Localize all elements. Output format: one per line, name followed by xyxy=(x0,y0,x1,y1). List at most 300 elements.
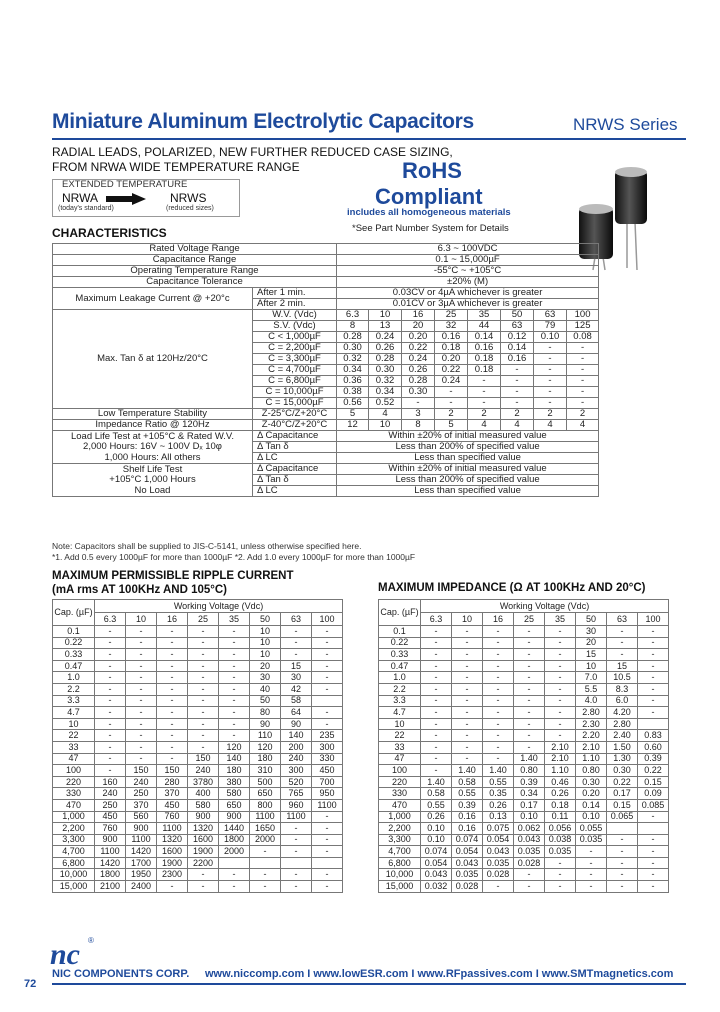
tan-cell: 0.14 xyxy=(501,343,534,354)
table-row xyxy=(53,846,343,858)
ripple-cell: 1320 xyxy=(157,834,188,846)
impedance-cell: - xyxy=(607,869,638,881)
shelf-life-parameter: Δ Tan δ xyxy=(253,475,337,486)
ratio-cell: 2 xyxy=(534,409,567,420)
series-name: NRWS Series xyxy=(573,115,678,134)
impedance-cell xyxy=(638,718,669,730)
cap-value: 0.22 xyxy=(379,637,421,649)
ripple-cell: - xyxy=(126,637,157,649)
impedance-ratio-label: Z-40°C/Z+20°C xyxy=(253,420,337,431)
tan-cap-label: C < 1,000µF xyxy=(253,332,337,343)
table-row xyxy=(53,255,599,266)
cap-value: 15,000 xyxy=(53,881,95,893)
ripple-cell: 2200 xyxy=(188,857,219,869)
impedance-cell: 2.30 xyxy=(576,718,607,730)
tan-cell: - xyxy=(567,365,599,376)
sv-cell: 63 xyxy=(501,321,534,332)
impedance-cell: - xyxy=(483,683,514,695)
ripple-cell: - xyxy=(281,823,312,835)
cap-header: Cap. (µF) xyxy=(53,600,95,626)
impedance-cell: 0.20 xyxy=(576,788,607,800)
cap-value: 470 xyxy=(379,799,421,811)
impedance-cell: - xyxy=(638,881,669,893)
impedance-cell: - xyxy=(483,626,514,638)
ripple-cell: 960 xyxy=(281,799,312,811)
ripple-cell: 120 xyxy=(250,741,281,753)
ripple-cell: 700 xyxy=(312,776,343,788)
sv-cell: 44 xyxy=(468,321,501,332)
impedance-cell: 0.028 xyxy=(452,881,483,893)
impedance-cell: 0.18 xyxy=(545,799,576,811)
cap-value: 3,300 xyxy=(379,834,421,846)
impedance-cell: - xyxy=(545,730,576,742)
table-row xyxy=(53,637,343,649)
impedance-cell: 1.10 xyxy=(545,765,576,777)
ripple-cell: - xyxy=(188,741,219,753)
impedance-cell: 0.15 xyxy=(607,799,638,811)
cap-value: 100 xyxy=(53,765,95,777)
ripple-cell: - xyxy=(312,834,343,846)
ratio-cell: 5 xyxy=(435,420,468,431)
cap-value: 2.2 xyxy=(379,683,421,695)
impedance-cell: 0.10 xyxy=(421,823,452,835)
impedance-cell: - xyxy=(514,637,545,649)
table-row xyxy=(379,660,669,672)
table-row xyxy=(53,799,343,811)
impedance-cell: - xyxy=(514,683,545,695)
table-row xyxy=(53,442,599,453)
impedance-heading: MAXIMUM IMPEDANCE (Ω AT 100KHz AND 20°C) xyxy=(378,582,646,594)
ripple-cell: - xyxy=(126,660,157,672)
impedance-cell: 0.075 xyxy=(483,823,514,835)
ripple-cell: 20 xyxy=(250,660,281,672)
tan-cell: 0.18 xyxy=(468,354,501,365)
ripple-cell: - xyxy=(219,718,250,730)
tan-cap-label: C = 10,000µF xyxy=(253,387,337,398)
load-life-criterion: Less than specified value xyxy=(337,453,599,464)
table-row xyxy=(53,600,343,613)
ripple-cell: 180 xyxy=(250,753,281,765)
cap-value: 0.1 xyxy=(53,626,95,638)
ripple-cell: 650 xyxy=(250,788,281,800)
tan-cell: 0.08 xyxy=(567,332,599,343)
rohs-homogeneous-note: includes all homogeneous materials xyxy=(347,207,511,218)
leakage-value: 0.03CV or 4µA whichever is greater xyxy=(337,288,599,299)
impedance-cell: - xyxy=(421,718,452,730)
ripple-cell: 1800 xyxy=(219,834,250,846)
table-row xyxy=(379,846,669,858)
ratio-cell: 10 xyxy=(369,420,402,431)
voltage-header: 50 xyxy=(250,613,281,626)
ripple-cell: - xyxy=(312,660,343,672)
ripple-cell: 450 xyxy=(312,765,343,777)
ripple-cell: 560 xyxy=(126,811,157,823)
tan-cell: - xyxy=(501,376,534,387)
ripple-cell: 15 xyxy=(281,660,312,672)
ripple-cell: 1100 xyxy=(126,834,157,846)
ripple-cell: 380 xyxy=(219,776,250,788)
impedance-cell: - xyxy=(514,707,545,719)
cap-value: 3.3 xyxy=(379,695,421,707)
ripple-cell: - xyxy=(157,649,188,661)
ripple-cell: - xyxy=(219,660,250,672)
impedance-cell: 0.065 xyxy=(607,811,638,823)
ripple-cell: - xyxy=(188,626,219,638)
shelf-life-condition: Shelf Life Test xyxy=(53,464,253,475)
tan-cell: - xyxy=(534,376,567,387)
impedance-cell: - xyxy=(607,626,638,638)
impedance-cell: 0.34 xyxy=(514,788,545,800)
ripple-cell: - xyxy=(157,637,188,649)
cap-value: 220 xyxy=(379,776,421,788)
ripple-cell: - xyxy=(312,672,343,684)
impedance-cell: - xyxy=(638,857,669,869)
impedance-cell: 2.80 xyxy=(607,718,638,730)
ripple-cell: - xyxy=(188,881,219,893)
tan-cell: 0.36 xyxy=(337,376,369,387)
cap-value: 330 xyxy=(379,788,421,800)
cap-value: 10 xyxy=(53,718,95,730)
ripple-cell: 650 xyxy=(219,799,250,811)
impedance-cell: - xyxy=(452,695,483,707)
impedance-cell: 0.80 xyxy=(576,765,607,777)
impedance-cell: - xyxy=(638,846,669,858)
impedance-cell: 0.10 xyxy=(421,834,452,846)
impedance-cell: 0.10 xyxy=(576,811,607,823)
shelf-life-criterion: Less than 200% of specified value xyxy=(337,475,599,486)
right-arrow-icon xyxy=(106,193,146,205)
table-row xyxy=(379,613,669,626)
table-row xyxy=(379,741,669,753)
table-row xyxy=(53,788,343,800)
impedance-cell: 0.35 xyxy=(483,788,514,800)
table-row xyxy=(53,811,343,823)
cap-value: 2.2 xyxy=(53,683,95,695)
impedance-cell: - xyxy=(421,672,452,684)
impedance-cell: 0.22 xyxy=(638,765,669,777)
impedance-cell: - xyxy=(514,881,545,893)
tan-cell: 0.22 xyxy=(402,343,435,354)
impedance-cell: 0.074 xyxy=(452,834,483,846)
ripple-cell: 42 xyxy=(281,683,312,695)
impedance-cell: 0.035 xyxy=(545,846,576,858)
impedance-cell: - xyxy=(545,672,576,684)
ripple-cell: 1700 xyxy=(126,857,157,869)
ripple-cell: 330 xyxy=(312,753,343,765)
tan-cell: - xyxy=(501,387,534,398)
impedance-cell: 2.10 xyxy=(545,741,576,753)
ripple-cell: 1600 xyxy=(188,834,219,846)
ripple-cell: - xyxy=(157,718,188,730)
impedance-cell: 0.038 xyxy=(545,834,576,846)
tan-cell: 0.34 xyxy=(369,387,402,398)
voltage-header: 63 xyxy=(607,613,638,626)
ripple-cell: 450 xyxy=(95,811,126,823)
ripple-cell: - xyxy=(281,649,312,661)
impedance-ratio-label: Z-25°C/Z+20°C xyxy=(253,409,337,420)
voltage-header: 100 xyxy=(312,613,343,626)
ripple-cell: 10 xyxy=(250,626,281,638)
extended-temp-header: EXTENDED TEMPERATURE xyxy=(62,179,188,190)
impedance-cell: 0.17 xyxy=(607,788,638,800)
impedance-cell: 15 xyxy=(576,649,607,661)
impedance-cell: - xyxy=(545,881,576,893)
impedance-cell: - xyxy=(483,672,514,684)
table-row xyxy=(53,718,343,730)
impedance-cell: 0.46 xyxy=(545,776,576,788)
tan-cell: - xyxy=(501,398,534,409)
impedance-cell: - xyxy=(483,730,514,742)
impedance-cell: - xyxy=(545,626,576,638)
ripple-cell: - xyxy=(95,707,126,719)
ripple-cell: 900 xyxy=(126,823,157,835)
table-row xyxy=(379,695,669,707)
impedance-cell: - xyxy=(638,672,669,684)
ripple-cell: 580 xyxy=(219,788,250,800)
footer-links[interactable]: www.niccomp.com I www.lowESR.com I www.RFpassives.com I www.SMTmagnetics.com xyxy=(205,968,674,980)
ripple-table xyxy=(52,599,343,893)
impedance-cell: - xyxy=(452,718,483,730)
impedance-cell: - xyxy=(638,649,669,661)
ripple-cell: 250 xyxy=(126,788,157,800)
tan-cell: 0.20 xyxy=(402,332,435,343)
table-row xyxy=(53,431,599,442)
ratio-cell: 2 xyxy=(468,409,501,420)
table-row xyxy=(53,288,599,299)
temperature-range-value: -55°C ~ +105°C xyxy=(337,266,599,277)
tan-cell: 0.16 xyxy=(468,343,501,354)
impedance-cell: - xyxy=(421,695,452,707)
impedance-cell: 0.30 xyxy=(576,776,607,788)
impedance-cell: - xyxy=(421,765,452,777)
cap-value: 1,000 xyxy=(379,811,421,823)
ripple-cell: - xyxy=(95,753,126,765)
ripple-cell: - xyxy=(95,649,126,661)
tan-cell: - xyxy=(567,398,599,409)
ripple-cell xyxy=(250,857,281,869)
voltage-header: 6.3 xyxy=(95,613,126,626)
tan-cell: 0.32 xyxy=(369,376,402,387)
table-row xyxy=(379,811,669,823)
ripple-cell: 950 xyxy=(312,788,343,800)
impedance-cell: - xyxy=(483,718,514,730)
ripple-cell: - xyxy=(95,637,126,649)
leakage-time: After 1 min. xyxy=(253,288,337,299)
impedance-cell: 0.074 xyxy=(421,846,452,858)
impedance-cell: - xyxy=(514,695,545,707)
ripple-cell: - xyxy=(126,718,157,730)
table-row xyxy=(53,707,343,719)
cap-value: 1,000 xyxy=(53,811,95,823)
tan-cell: - xyxy=(501,365,534,376)
impedance-cell: 0.16 xyxy=(452,823,483,835)
impedance-cell: - xyxy=(638,660,669,672)
ripple-cell: 1950 xyxy=(126,869,157,881)
ripple-cell: - xyxy=(188,695,219,707)
ripple-cell: 1100 xyxy=(312,799,343,811)
impedance-cell: 10 xyxy=(576,660,607,672)
shelf-life-criterion: Within ±20% of initial measured value xyxy=(337,464,599,475)
tolerance-label: Capacitance Tolerance xyxy=(53,277,337,288)
tan-cell: - xyxy=(435,387,468,398)
table-row xyxy=(53,869,343,881)
ripple-cell: - xyxy=(219,649,250,661)
ripple-cell: - xyxy=(188,649,219,661)
impedance-cell: - xyxy=(452,753,483,765)
impedance-cell: 0.39 xyxy=(452,799,483,811)
cap-value: 100 xyxy=(379,765,421,777)
tan-cell: 0.30 xyxy=(337,343,369,354)
table-row xyxy=(53,649,343,661)
temperature-range-label: Operating Temperature Range xyxy=(53,266,337,277)
cap-value: 3,300 xyxy=(53,834,95,846)
cap-value: 220 xyxy=(53,776,95,788)
ripple-cell: - xyxy=(312,683,343,695)
cap-value: 1.0 xyxy=(53,672,95,684)
impedance-cell: - xyxy=(638,869,669,881)
cap-value: 1.0 xyxy=(379,672,421,684)
ripple-cell: 140 xyxy=(219,753,250,765)
load-life-condition: Load Life Test at +105°C & Rated W.V. xyxy=(53,431,253,442)
impedance-cell: 0.26 xyxy=(421,811,452,823)
voltage-header: 25 xyxy=(514,613,545,626)
sv-cell: 20 xyxy=(402,321,435,332)
voltage-header: 10 xyxy=(452,613,483,626)
impedance-cell: 1.30 xyxy=(607,753,638,765)
table-row xyxy=(379,788,669,800)
working-voltage-header: Working Voltage (Vdc) xyxy=(95,600,343,613)
table-row xyxy=(53,486,599,497)
ripple-cell: - xyxy=(188,683,219,695)
tan-cell: 0.26 xyxy=(369,343,402,354)
table-row xyxy=(379,881,669,893)
ripple-cell: - xyxy=(157,707,188,719)
voltage-header: 35 xyxy=(219,613,250,626)
wv-cell: 10 xyxy=(369,310,402,321)
impedance-cell: - xyxy=(607,834,638,846)
sv-label: S.V. (Vdc) xyxy=(253,321,337,332)
capacitance-range-value: 0.1 ~ 15,000µF xyxy=(337,255,599,266)
ripple-cell: - xyxy=(95,626,126,638)
ripple-cell: 450 xyxy=(157,799,188,811)
ripple-cell: 760 xyxy=(157,811,188,823)
ripple-cell: 10 xyxy=(250,637,281,649)
impedance-cell: 2.80 xyxy=(576,707,607,719)
table-row xyxy=(53,464,599,475)
ripple-cell: 500 xyxy=(250,776,281,788)
table-row xyxy=(53,776,343,788)
ripple-cell: - xyxy=(219,683,250,695)
impedance-cell: - xyxy=(638,637,669,649)
ripple-cell: 150 xyxy=(126,765,157,777)
impedance-cell: 0.054 xyxy=(421,857,452,869)
impedance-cell: - xyxy=(514,672,545,684)
ripple-cell: - xyxy=(219,730,250,742)
impedance-cell: 1.40 xyxy=(452,765,483,777)
impedance-cell: - xyxy=(545,649,576,661)
impedance-cell: 0.15 xyxy=(638,776,669,788)
impedance-cell: 0.085 xyxy=(638,799,669,811)
impedance-cell: - xyxy=(421,649,452,661)
impedance-cell: 6.0 xyxy=(607,695,638,707)
impedance-cell: 0.83 xyxy=(638,730,669,742)
impedance-cell: - xyxy=(452,741,483,753)
impedance-cell: 0.58 xyxy=(421,788,452,800)
impedance-cell: 0.10 xyxy=(514,811,545,823)
voltage-header: 10 xyxy=(126,613,157,626)
impedance-cell: - xyxy=(452,626,483,638)
wv-label: W.V. (Vdc) xyxy=(253,310,337,321)
impedance-cell: - xyxy=(514,626,545,638)
impedance-cell: - xyxy=(483,741,514,753)
tan-label: Max. Tan δ at 120Hz/20°C xyxy=(53,310,253,409)
impedance-cell: 2.10 xyxy=(545,753,576,765)
shelf-life-parameter: Δ LC xyxy=(253,486,337,497)
impedance-cell: - xyxy=(576,881,607,893)
ripple-cell: 235 xyxy=(312,730,343,742)
impedance-cell: 0.043 xyxy=(421,869,452,881)
impedance-cell: 0.26 xyxy=(545,788,576,800)
voltage-header: 100 xyxy=(638,613,669,626)
table-row xyxy=(379,637,669,649)
ripple-cell: 280 xyxy=(157,776,188,788)
impedance-cell: - xyxy=(421,683,452,695)
cap-value: 6,800 xyxy=(379,857,421,869)
ripple-cell: 1420 xyxy=(95,857,126,869)
impedance-cell: - xyxy=(483,707,514,719)
table-row xyxy=(53,660,343,672)
tan-cap-label: C = 4,700µF xyxy=(253,365,337,376)
impedance-cell: 0.16 xyxy=(452,811,483,823)
page-title: Miniature Aluminum Electrolytic Capacitors xyxy=(52,110,474,133)
cap-value: 4,700 xyxy=(379,846,421,858)
ratio-cell: 2 xyxy=(567,409,599,420)
ratio-cell: 4 xyxy=(369,409,402,420)
ripple-cell: 90 xyxy=(250,718,281,730)
ripple-cell: 140 xyxy=(281,730,312,742)
ripple-cell: - xyxy=(219,695,250,707)
rohs-part-number-note: *See Part Number System for Details xyxy=(352,223,509,234)
tan-cell: 0.56 xyxy=(337,398,369,409)
impedance-cell: 8.3 xyxy=(607,683,638,695)
impedance-cell: 0.11 xyxy=(545,811,576,823)
tan-cell: - xyxy=(468,376,501,387)
impedance-cell: 0.035 xyxy=(483,857,514,869)
ratio-cell: 4 xyxy=(468,420,501,431)
shelf-life-parameter: Δ Capacitance xyxy=(253,464,337,475)
impedance-cell: 0.55 xyxy=(483,776,514,788)
cap-value: 0.33 xyxy=(53,649,95,661)
ripple-cell: - xyxy=(126,683,157,695)
table-row xyxy=(379,765,669,777)
table-row xyxy=(53,277,599,288)
ripple-cell: - xyxy=(250,846,281,858)
impedance-cell: 0.55 xyxy=(421,799,452,811)
tan-cell: - xyxy=(534,343,567,354)
ripple-cell: 200 xyxy=(281,741,312,753)
ripple-cell: - xyxy=(126,730,157,742)
ripple-cell: 1100 xyxy=(250,811,281,823)
impedance-cell: - xyxy=(545,707,576,719)
ripple-cell: - xyxy=(312,637,343,649)
impedance-cell: 0.035 xyxy=(576,834,607,846)
table-row xyxy=(379,869,669,881)
ripple-cell: 1650 xyxy=(250,823,281,835)
wv-cell: 63 xyxy=(534,310,567,321)
tan-cell: 0.18 xyxy=(468,365,501,376)
tan-cell: 0.30 xyxy=(402,387,435,398)
ripple-cell: - xyxy=(95,683,126,695)
